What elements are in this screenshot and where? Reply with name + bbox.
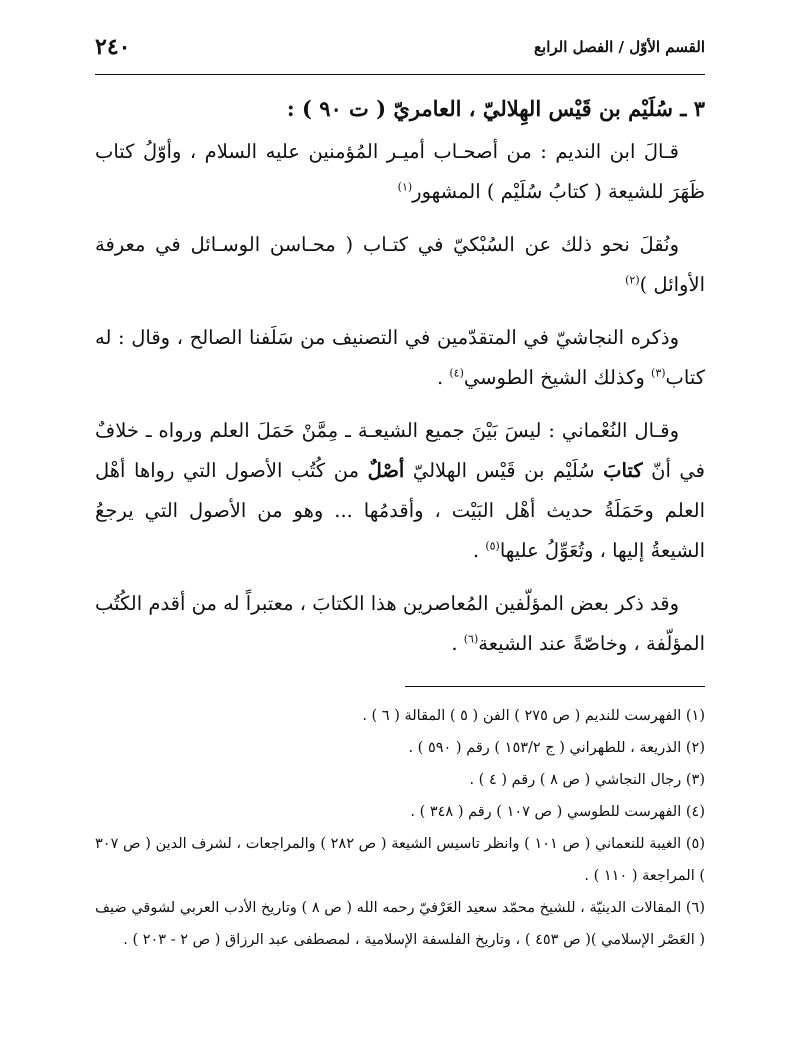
paragraph-4-text-d: . bbox=[472, 539, 486, 562]
paragraph-5-end: . bbox=[451, 632, 464, 655]
footnote-4: (٤) الفهرست للطوسي ( ص ١٠٧ ) رقم ( ٣٤٨ ) . bbox=[410, 804, 705, 820]
paragraph-3-text-c: . bbox=[436, 366, 450, 389]
header-divider bbox=[95, 74, 705, 75]
paragraph-3-text-b: وكذلك الشيخ الطوسي bbox=[463, 366, 652, 389]
footnote-3: (٣) رجال النجاشي ( ص ٨ ) رقم ( ٤ ) . bbox=[469, 772, 705, 788]
paragraph-2 bbox=[95, 225, 705, 305]
footnote-ref-1: (١) bbox=[397, 180, 413, 194]
footnote-ref-6: (٦) bbox=[463, 632, 479, 646]
paragraph-1 bbox=[95, 132, 705, 212]
footnote-6: (٦) المقالات الدينيّة ، للشيخ محمّد سعيد العَرْفيّ رحمه الله ( ص ٨ ) وتاريخ الأدب العربي لشوقي ضيف ( العَصْر الإسلامي )( ص ٤٥٣ ) ، وتاريخ الفلسفة الإسلامية ، لمصطفى عبد الرزاق ( ص ٢ - ٢٠٣ ) . bbox=[95, 900, 705, 948]
paragraph-4-text-a: وقـال النُعْماني : ليسَ بَيْنَ جميع الشيعـة ـ مِمَّنْ حَمَلَ العلم ورواه ـ خلافٌ في أنّ bbox=[95, 419, 705, 482]
running-title: القسم الأوّل / الفصل الرابع bbox=[534, 38, 705, 56]
footnote-5: (٥) الغيبة للنعماني ( ص ١٠١ ) وانظر تاسيس الشيعة ( ص ٢٨٢ ) والمراجعات ، لشرف الدين ( ص ٣٠٧ ) المراجعة ( ١١٠ ) . bbox=[95, 836, 705, 884]
paragraph-2-text: ونُقلَ نحو ذلك عن السُبْكيّ في كتـاب ( محـاسن الوسـائل في معرفة الأوائل ) bbox=[95, 233, 705, 296]
footnote-ref-2: (٢) bbox=[625, 273, 640, 287]
paragraph-1-text: قـالَ ابن النديم : من أصحـاب أميـر المُؤمنين عليه السلام ، وأوّلُ كتاب ظَهَرَ للشيعة ( كتابُ سُلَيْم ) المشهور bbox=[95, 140, 705, 203]
footnote-divider bbox=[405, 686, 705, 687]
paragraph-3-text-a: وذكره النجاشيّ في المتقدّمين في التصنيف من سَلَفنا الصالح ، وقال : له كتاب bbox=[95, 326, 705, 389]
main-text bbox=[95, 90, 705, 677]
footnotes bbox=[95, 700, 705, 956]
paragraph-5 bbox=[95, 584, 705, 664]
section-heading: ٣ ـ سُلَيْم بن قَيْس الهِلاليّ ، العامريّ ( ت ٩٠ ) : bbox=[286, 96, 705, 121]
footnote-ref-4: (٤) bbox=[449, 366, 464, 380]
paragraph-4-text-c: من كُتُب الأصول التي رواها أهْل العلم وحَمَلَةُ حديث أهْل البَيْت ، وأقدمُها ... وهو من الأصول التي يرجعُ الشيعةُ إليها ، وتُعَوِّلُ عليها bbox=[95, 459, 705, 562]
paragraph-4 bbox=[95, 411, 705, 571]
footnote-1: (١) الفهرست للنديم ( ص ٢٧٥ ) الفن ( ٥ ) المقالة ( ٦ ) . bbox=[362, 708, 705, 724]
paragraph-3 bbox=[95, 318, 705, 398]
page-number: ٢٤٠ bbox=[95, 34, 131, 60]
paragraph-4-text-b: سُلَيْم بن قَيْس الهلاليّ bbox=[404, 459, 604, 482]
footnote-ref-3: (٣) bbox=[651, 366, 666, 380]
paragraph-4-bold-b: أصْلٌ bbox=[367, 459, 405, 482]
paragraph-5-text: وقد ذكر بعض المؤلّفين المُعاصرين هذا الكتابَ ، معتبراً له من أقدم الكُتُب المؤلّفة ، وخاصّةً عند الشيعة bbox=[95, 592, 705, 655]
paragraph-4-bold-a: كتابَ bbox=[603, 459, 643, 482]
footnote-2: (٢) الذريعة ، للطهراني ( ج ١٥٣/٢ ) رقم ( ٥٩٠ ) . bbox=[408, 740, 705, 756]
page-header bbox=[95, 34, 705, 68]
footnote-ref-5: (٥) bbox=[485, 539, 500, 553]
